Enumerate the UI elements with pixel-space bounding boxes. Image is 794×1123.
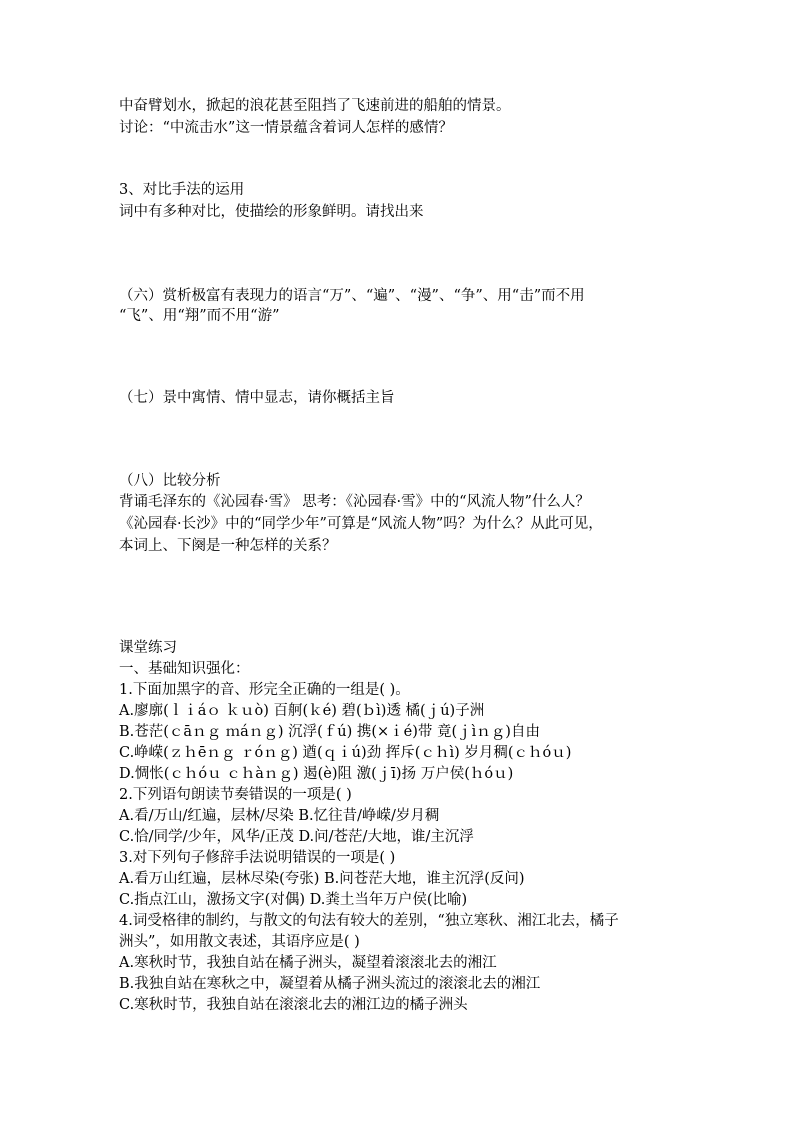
option: A.看万山红遍，层林尽染(夸张) B.问苍茫大地，谁主沉浮(反问) [119,871,525,887]
text-line: 中奋臂划水，掀起的浪花甚至阻挡了飞速前进的船舶的情景。 [119,98,511,114]
exercise-title: 课堂练习 [119,640,177,656]
section-heading: 一、基础知识强化： [119,661,250,677]
option: C.峥嵘(ｚｈēｎｇ ｒóｎｇ) 遒(ｑｉú)劲 挥斥(ｃｈì) 岁月稠(ｃｈóｕ) [119,745,572,761]
section-heading: （六）赏析极富有表现力的语言“万”、“遍”、“漫”、“争”、用“击”而不用 [119,288,585,304]
text-line: 词中有多种对比，使描绘的形象鲜明。请找出来 [119,204,424,220]
question: 2.下列语句朗读节奏错误的一项是( ) [119,787,352,803]
option: A.廖廓(ｌｉáｏ ｋｕò) 百舸(ｋé) 碧(ｂì)透 橘(ｊú)子洲 [119,703,485,719]
discussion-question: 讨论：“中流击水”这一情景蕴含着词人怎样的感情？ [119,120,453,136]
option: C.寒秋时节，我独自站在滚滚北去的湘江边的橘子洲头 [119,997,468,1013]
text-line: 《沁园春·长沙》中的“同学少年”可算是“风流人物”吗？为什么？从此可见， [119,516,603,532]
option: B.我独自站在寒秋之中，凝望着从橘子洲头流过的滚滚北去的湘江 [119,976,541,992]
option: A.看/万山/红遍，层林/尽染 B.忆往昔/峥嵘/岁月稠 [119,808,440,824]
text-line: 本词上、下阕是一种怎样的关系？ [119,538,337,554]
text-line: 背诵毛泽东的《沁园春·雪》 思考：《沁园春·雪》中的“风流人物”什么人？ [119,494,590,510]
section-heading: 3、对比手法的运用 [119,182,245,198]
question: 洲头”，如用散文表述，其语序应是( ) [119,934,360,950]
option: B.苍茫(ｃāｎｇ ｍáｎｇ) 沉浮(ｆú) 携(×ｉé)带 竟(ｊìｎｇ)自由 [119,724,540,740]
option: C.指点江山，激扬文字(对偶) D.粪土当年万户侯(比喻) [119,892,468,908]
option: C.恰/同学/少年，风华/正茂 D.问/苍茫/大地，谁/主沉浮 [119,829,474,845]
question: 1.下面加黑字的音、形完全正确的一组是( )。 [119,682,410,698]
option: D.惆怅(ｃｈóｕ ｃｈàｎｇ) 遏(è)阻 激(ｊī)扬 万户侯(ｈóｕ) [119,766,514,782]
text-line: “飞”、用“翔”而不用“游” [119,308,280,324]
option: A.寒秋时节，我独自站在橘子洲头，凝望着滚滚北去的湘江 [119,955,497,971]
question: 3.对下列句子修辞手法说明错误的一项是( ) [119,850,396,866]
question: 4.词受格律的制约，与散文的句法有较大的差别，“独立寒秋、湘江北去，橘子 [119,913,619,929]
section-heading: （七）景中寓情、情中显志，请你概括主旨 [119,390,395,406]
section-heading: （八）比较分析 [119,473,221,489]
